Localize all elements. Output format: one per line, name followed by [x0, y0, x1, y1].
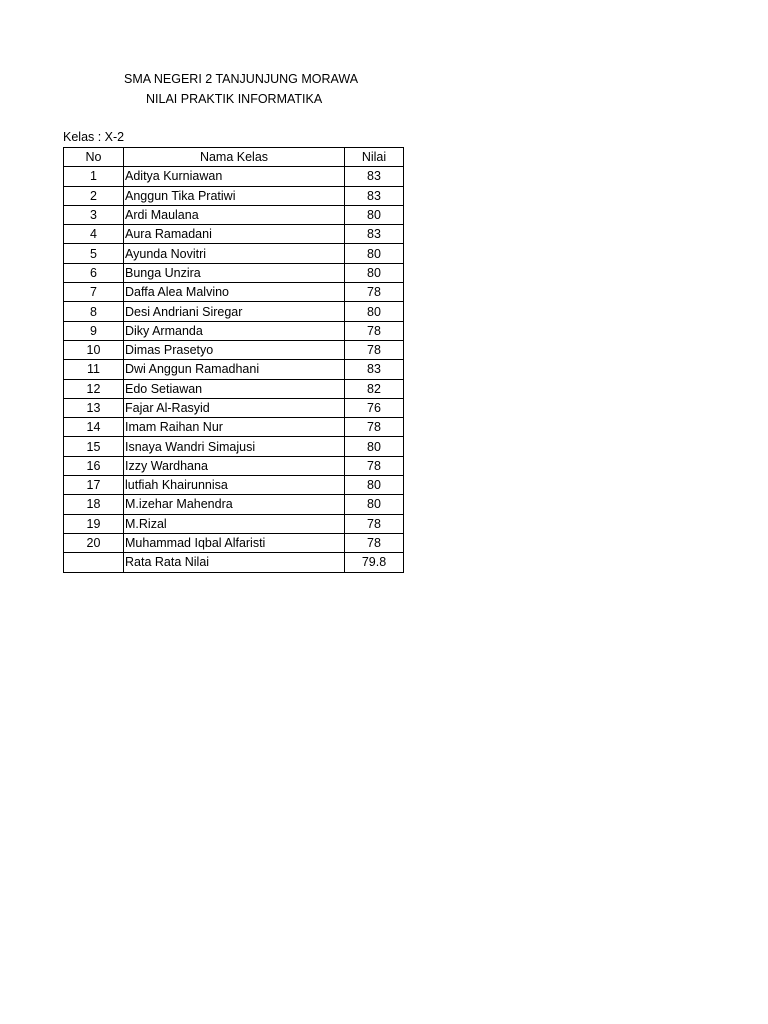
- student-score: 78: [345, 340, 404, 359]
- student-score: 80: [345, 263, 404, 282]
- table-row: [64, 205, 404, 224]
- column-header-score: Nilai: [345, 148, 404, 167]
- table-row: [64, 533, 404, 552]
- table-row: [64, 302, 404, 321]
- table-row: [64, 244, 404, 263]
- row-number: 12: [64, 379, 124, 398]
- student-name: Fajar Al-Rasyid: [124, 398, 345, 417]
- table-row: [64, 283, 404, 302]
- row-number: 1: [64, 167, 124, 186]
- student-score: 78: [345, 514, 404, 533]
- student-name: Muhammad Iqbal Alfaristi: [124, 533, 345, 552]
- row-number: 19: [64, 514, 124, 533]
- student-name: Aditya Kurniawan: [124, 167, 345, 186]
- student-name: Dwi Anggun Ramadhani: [124, 360, 345, 379]
- student-score: 78: [345, 456, 404, 475]
- student-score: 76: [345, 398, 404, 417]
- student-name: Aura Ramadani: [124, 225, 345, 244]
- table-row: [64, 167, 404, 186]
- student-name: Izzy Wardhana: [124, 456, 345, 475]
- table-row: [64, 514, 404, 533]
- table-row: [64, 437, 404, 456]
- row-number: 3: [64, 205, 124, 224]
- row-number: 17: [64, 476, 124, 495]
- table-header-row: [64, 148, 404, 167]
- student-name: M.Rizal: [124, 514, 345, 533]
- student-score: 80: [345, 437, 404, 456]
- student-score: 80: [345, 205, 404, 224]
- student-name: Ardi Maulana: [124, 205, 345, 224]
- student-name: Imam Raihan Nur: [124, 418, 345, 437]
- student-score: 80: [345, 476, 404, 495]
- row-number: 18: [64, 495, 124, 514]
- grades-table: [63, 147, 404, 573]
- table-row: [64, 456, 404, 475]
- student-name: Dimas Prasetyo: [124, 340, 345, 359]
- table-row: [64, 340, 404, 359]
- table-row: [64, 495, 404, 514]
- student-score: 82: [345, 379, 404, 398]
- table-row: [64, 186, 404, 205]
- student-score: 80: [345, 495, 404, 514]
- table-row: [64, 476, 404, 495]
- student-name: Desi Andriani Siregar: [124, 302, 345, 321]
- average-empty-cell: [64, 553, 124, 572]
- student-name: Isnaya Wandri Simajusi: [124, 437, 345, 456]
- school-title: SMA NEGERI 2 TANJUNJUNG MORAWA: [124, 72, 359, 86]
- document-subtitle: NILAI PRAKTIK INFORMATIKA: [146, 92, 323, 106]
- row-number: 2: [64, 186, 124, 205]
- row-number: 16: [64, 456, 124, 475]
- student-name: Daffa Alea Malvino: [124, 283, 345, 302]
- student-score: 78: [345, 283, 404, 302]
- table-row: [64, 379, 404, 398]
- row-number: 8: [64, 302, 124, 321]
- row-number: 15: [64, 437, 124, 456]
- table-row: [64, 225, 404, 244]
- class-label: Kelas : X-2: [63, 130, 125, 144]
- student-score: 83: [345, 360, 404, 379]
- table-body: [64, 167, 404, 553]
- student-score: 78: [345, 533, 404, 552]
- table-row: [64, 398, 404, 417]
- student-score: 83: [345, 167, 404, 186]
- row-number: 20: [64, 533, 124, 552]
- student-name: Ayunda Novitri: [124, 244, 345, 263]
- student-name: lutfiah Khairunnisa: [124, 476, 345, 495]
- student-name: M.izehar Mahendra: [124, 495, 345, 514]
- table-row: [64, 418, 404, 437]
- table-row: [64, 360, 404, 379]
- row-number: 13: [64, 398, 124, 417]
- column-header-no: No: [64, 148, 124, 167]
- row-number: 14: [64, 418, 124, 437]
- student-score: 78: [345, 418, 404, 437]
- average-label: Rata Rata Nilai: [124, 553, 345, 572]
- student-score: 80: [345, 302, 404, 321]
- row-number: 11: [64, 360, 124, 379]
- row-number: 9: [64, 321, 124, 340]
- table-row: [64, 321, 404, 340]
- row-number: 5: [64, 244, 124, 263]
- student-score: 83: [345, 225, 404, 244]
- student-score: 80: [345, 244, 404, 263]
- average-value: 79.8: [345, 553, 404, 572]
- student-name: Bunga Unzira: [124, 263, 345, 282]
- row-number: 4: [64, 225, 124, 244]
- student-score: 83: [345, 186, 404, 205]
- average-row: [64, 553, 404, 572]
- column-header-name: Nama Kelas: [124, 148, 345, 167]
- student-score: 78: [345, 321, 404, 340]
- table-row: [64, 263, 404, 282]
- row-number: 10: [64, 340, 124, 359]
- row-number: 7: [64, 283, 124, 302]
- student-name: Edo Setiawan: [124, 379, 345, 398]
- student-name: Diky Armanda: [124, 321, 345, 340]
- student-name: Anggun Tika Pratiwi: [124, 186, 345, 205]
- row-number: 6: [64, 263, 124, 282]
